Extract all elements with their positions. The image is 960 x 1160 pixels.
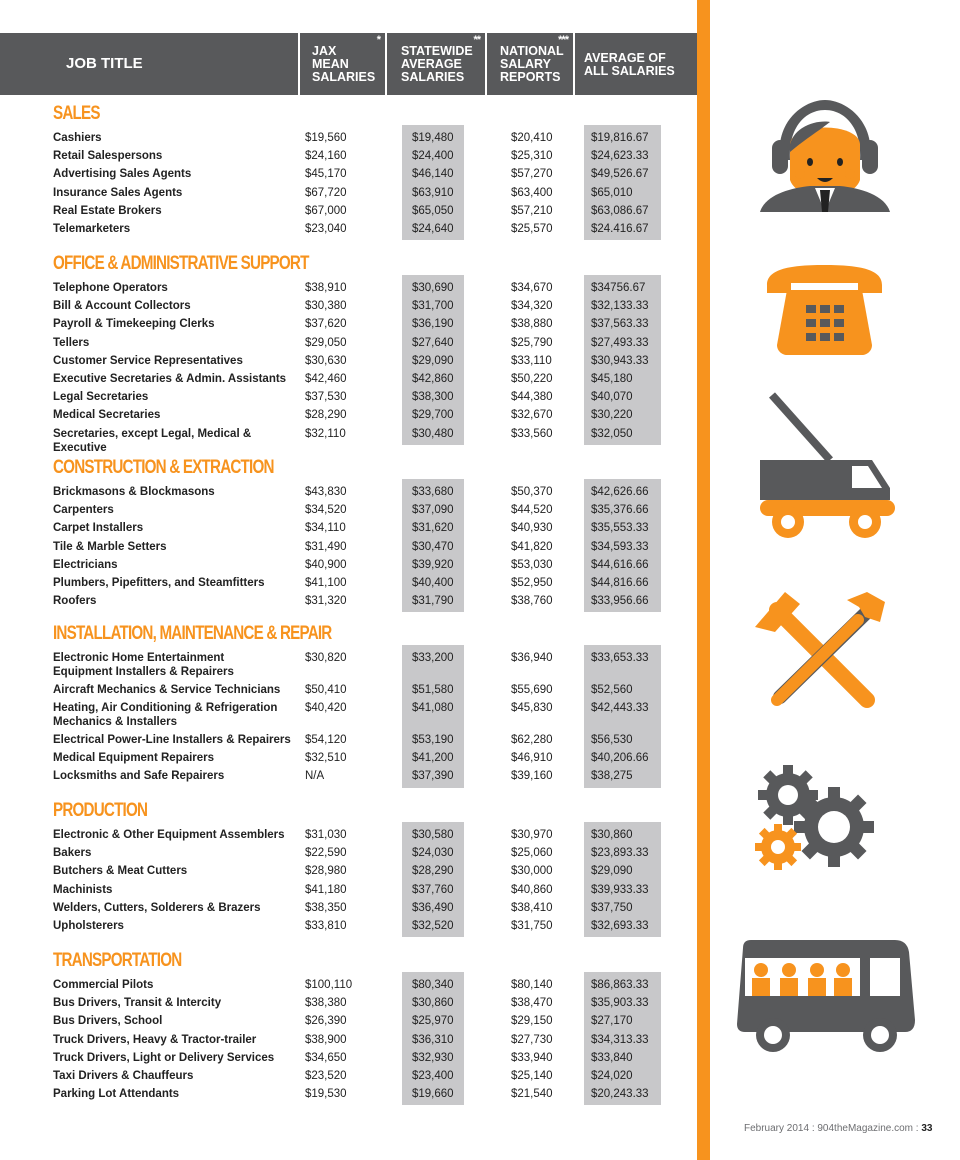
average-salary-cell: $23,893.33 (591, 847, 649, 860)
header-job-title: JOB TITLE (0, 33, 298, 95)
average-salary-cell: $19,816.67 (591, 132, 649, 144)
average-salary-cell: $34756.67 (591, 282, 646, 294)
average-salary-cell: $33,840 (591, 1051, 633, 1064)
jax-salary-cell: $67,000 (305, 204, 347, 217)
job-title-line: Mechanics & Installers (53, 716, 177, 729)
job-title-cell (53, 864, 303, 878)
jax-salary-cell: $29,050 (305, 336, 347, 349)
average-salary-cell: $86,863.33 (591, 979, 649, 991)
job-title-line: Parking Lot Attendants (53, 1088, 180, 1101)
job-title-cell (53, 408, 303, 422)
job-title-line: Customer Service Representatives (53, 354, 243, 367)
national-salary-cell: $53,030 (511, 558, 553, 571)
header-national: *** NATIONAL SALARY REPORTS (487, 33, 573, 95)
job-title-line: Aircraft Mechanics & Service Technicians (53, 683, 281, 696)
statewide-salary-cell: $32,520 (412, 920, 454, 932)
job-title-cell (53, 354, 303, 368)
jax-salary-cell: N/A (305, 770, 325, 783)
job-title-cell (53, 167, 303, 181)
job-title-line: Truck Drivers, Heavy & Tractor-trailer (53, 1033, 257, 1046)
jax-salary-cell: $41,100 (305, 577, 347, 589)
job-title-line: Heating, Air Conditioning & Refrigeration (53, 702, 278, 715)
jax-salary-cell: $50,410 (305, 683, 347, 696)
national-salary-cell: $39,160 (511, 770, 553, 783)
job-title-cell (53, 204, 303, 218)
job-title-line: Medical Equipment Repairers (53, 752, 215, 765)
jax-salary-cell: $37,620 (305, 318, 347, 331)
average-salary-cell: $24.416.67 (591, 223, 649, 235)
average-salary-cell: $29,090 (591, 865, 633, 878)
job-title-line: Upholsterers (53, 920, 124, 932)
job-title-cell (53, 281, 303, 295)
gears-icon (750, 765, 875, 883)
job-title-line: Machinists (53, 883, 113, 896)
national-salary-cell: $34,320 (511, 300, 553, 313)
job-title-line: Butchers & Meat Cutters (53, 865, 188, 878)
jax-salary-cell: $54,120 (305, 733, 347, 746)
job-title-cell (53, 769, 303, 783)
jax-salary-cell: $31,320 (305, 595, 347, 608)
national-salary-cell: $25,140 (511, 1070, 553, 1082)
job-title-line: Equipment Installers & Repairers (53, 666, 234, 678)
job-title-cell (53, 1033, 303, 1047)
national-salary-cell: $50,370 (511, 486, 553, 498)
jax-salary-cell: $31,030 (305, 829, 347, 841)
job-title-line: Advertising Sales Agents (53, 168, 192, 181)
job-title-line: Locksmiths and Safe Repairers (53, 770, 225, 783)
job-title-cell (53, 1051, 303, 1065)
jax-salary-cell: $23,040 (305, 223, 347, 235)
average-salary-cell: $32,133.33 (591, 300, 649, 313)
job-title-cell (53, 317, 303, 331)
job-title-cell (53, 828, 303, 842)
average-salary-cell: $35,553.33 (591, 522, 649, 535)
average-salary-cell: $45,180 (591, 373, 633, 385)
statewide-salary-cell: $38,300 (412, 391, 454, 404)
job-title-line: Electrical Power-Line Installers & Repairers (53, 733, 291, 746)
average-salary-cell: $24,623.33 (591, 150, 649, 163)
job-title-line: Bakers (53, 847, 92, 860)
statewide-salary-cell: $27,640 (412, 336, 454, 349)
jax-salary-cell: $19,560 (305, 132, 347, 144)
statewide-salary-cell: $41,200 (412, 752, 454, 765)
statewide-salary-cell: $33,200 (412, 652, 454, 664)
national-salary-cell: $44,380 (511, 391, 553, 404)
jax-salary-cell: $32,110 (305, 427, 346, 440)
national-salary-cell: $38,880 (511, 318, 553, 331)
national-salary-cell: $32,670 (511, 409, 553, 422)
national-salary-cell: $38,760 (511, 595, 553, 608)
jax-salary-cell: $22,590 (305, 847, 347, 860)
statewide-salary-cell: $33,680 (412, 486, 454, 498)
job-title-cell (53, 576, 303, 590)
jax-salary-cell: $28,980 (305, 865, 347, 878)
national-salary-cell: $33,940 (511, 1051, 553, 1064)
national-salary-cell: $46,910 (511, 752, 553, 765)
statewide-salary-cell: $36,490 (412, 901, 454, 914)
average-salary-cell: $24,020 (591, 1070, 633, 1082)
job-title-cell (53, 978, 303, 992)
statewide-salary-cell: $31,620 (412, 522, 454, 535)
national-salary-cell: $33,110 (511, 354, 552, 367)
average-salary-cell: $33,653.33 (591, 652, 649, 664)
jax-salary-cell: $30,380 (305, 300, 347, 313)
jax-salary-cell: $26,390 (305, 1015, 347, 1028)
statewide-salary-cell: $24,400 (412, 150, 454, 163)
national-salary-cell: $25,570 (511, 223, 553, 235)
jax-salary-cell: $33,810 (305, 920, 347, 932)
national-salary-cell: $25,310 (511, 150, 553, 163)
page-number: 33 (921, 1123, 933, 1134)
national-salary-cell: $57,210 (511, 204, 553, 217)
statewide-salary-cell: $65,050 (412, 204, 454, 217)
job-title-line: Electronic Home Entertainment (53, 652, 225, 664)
average-salary-cell: $37,563.33 (591, 318, 649, 331)
jax-salary-cell: $37,530 (305, 391, 347, 404)
job-title-cell (53, 521, 303, 535)
national-salary-cell: $50,220 (511, 373, 553, 385)
job-title-line: Roofers (53, 595, 97, 608)
bus-icon (735, 940, 917, 1060)
statewide-salary-cell: $25,970 (412, 1015, 454, 1028)
national-salary-cell: $38,470 (511, 997, 553, 1010)
job-title-cell (53, 485, 303, 499)
statewide-salary-cell: $30,690 (412, 282, 454, 294)
statewide-salary-cell: $24,640 (412, 223, 454, 235)
statewide-salary-cell: $80,340 (412, 979, 454, 991)
job-title-cell (53, 186, 303, 200)
statewide-salary-cell: $28,290 (412, 865, 454, 878)
job-title-line: Taxi Drivers & Chauffeurs (53, 1070, 194, 1082)
footnote-mark: * (376, 34, 380, 46)
statewide-salary-cell: $63,910 (412, 186, 454, 199)
statewide-salary-cell: $51,580 (412, 683, 454, 696)
national-salary-cell: $62,280 (511, 733, 553, 746)
statewide-salary-cell: $32,930 (412, 1051, 454, 1064)
job-title-cell (53, 651, 303, 679)
jax-salary-cell: $30,820 (305, 652, 347, 664)
job-title-line: Carpet Installers (53, 522, 144, 535)
job-title-line: Telephone Operators (53, 282, 168, 294)
average-salary-cell: $42,443.33 (591, 702, 649, 715)
job-title-line: Telemarketers (53, 223, 131, 235)
average-salary-cell: $30,860 (591, 829, 633, 841)
national-salary-cell: $52,950 (511, 577, 553, 589)
average-salary-cell: $20,243.33 (591, 1088, 649, 1101)
job-title-cell (53, 558, 303, 572)
jax-salary-cell: $43,830 (305, 486, 347, 498)
national-salary-cell: $30,000 (511, 865, 553, 878)
national-salary-cell: $36,940 (511, 652, 553, 664)
average-salary-cell: $34,593.33 (591, 540, 649, 553)
section-title: INSTALLATION, MAINTENANCE & REPAIR (53, 623, 332, 644)
job-title-cell (53, 1087, 303, 1101)
section-title: TRANSPORTATION (53, 950, 182, 971)
job-title-cell (53, 701, 303, 729)
jax-salary-cell: $38,910 (305, 282, 347, 294)
national-salary-cell: $55,690 (511, 683, 553, 696)
average-column-shade (584, 645, 661, 788)
statewide-salary-cell: $23,400 (412, 1070, 454, 1082)
crane-truck-icon (760, 390, 895, 540)
national-salary-cell: $27,730 (511, 1033, 553, 1046)
average-salary-cell: $32,693.33 (591, 920, 649, 932)
statewide-salary-cell: $19,660 (412, 1088, 454, 1101)
job-title-cell (53, 427, 303, 455)
national-salary-cell: $38,410 (511, 901, 553, 914)
job-title-cell (53, 883, 303, 897)
average-salary-cell: $38,275 (591, 770, 633, 783)
average-salary-cell: $32,050 (591, 427, 633, 440)
national-salary-cell: $25,060 (511, 847, 553, 860)
statewide-salary-cell: $29,700 (412, 409, 454, 422)
national-salary-cell: $63,400 (511, 186, 553, 199)
average-salary-cell: $35,376.66 (591, 504, 649, 517)
hammer-wrench-icon (755, 592, 890, 712)
job-title-line: Legal Secretaries (53, 391, 149, 404)
jax-salary-cell: $45,170 (305, 168, 347, 181)
statewide-column-shade (402, 645, 464, 788)
job-title-line: Bus Drivers, Transit & Intercity (53, 997, 222, 1010)
average-salary-cell: $27,170 (591, 1015, 633, 1028)
average-salary-cell: $40,070 (591, 391, 633, 404)
jax-salary-cell: $67,720 (305, 186, 347, 199)
job-title-line: Plumbers, Pipefitters, and Steamfitters (53, 577, 265, 589)
job-title-line: Carpenters (53, 504, 114, 517)
job-title-line: Electricians (53, 558, 118, 571)
footnote-mark: ** (473, 34, 480, 46)
statewide-salary-cell: $36,190 (412, 318, 454, 331)
statewide-salary-cell: $30,480 (412, 427, 454, 440)
national-salary-cell: $29,150 (511, 1015, 553, 1028)
average-salary-cell: $49,526.67 (591, 168, 649, 181)
statewide-salary-cell: $37,390 (412, 770, 454, 783)
average-salary-cell: $56,530 (591, 733, 633, 746)
job-title-line: Executive Secretaries & Admin. Assistants (53, 373, 287, 385)
job-title-line: Bus Drivers, School (53, 1015, 163, 1028)
average-salary-cell: $27,493.33 (591, 336, 649, 349)
average-salary-cell: $37,750 (591, 901, 633, 914)
job-title-cell (53, 733, 303, 747)
job-title-cell (53, 336, 303, 350)
average-salary-cell: $30,943.33 (591, 354, 649, 367)
jax-salary-cell: $40,900 (305, 558, 347, 571)
job-title-line: Cashiers (53, 132, 102, 144)
jax-salary-cell: $34,110 (305, 522, 346, 535)
national-salary-cell: $34,670 (511, 282, 553, 294)
headset-woman-icon (760, 100, 890, 212)
job-title-cell (53, 222, 303, 236)
jax-salary-cell: $24,160 (305, 150, 347, 163)
job-title-cell (53, 131, 303, 145)
statewide-salary-cell: $37,090 (412, 504, 454, 517)
job-title-cell (53, 149, 303, 163)
statewide-salary-cell: $24,030 (412, 847, 454, 860)
header-average: AVERAGE OF ALL SALARIES (575, 33, 697, 95)
national-salary-cell: $40,860 (511, 883, 553, 896)
statewide-salary-cell: $41,080 (412, 702, 454, 715)
statewide-salary-cell: $19,480 (412, 132, 454, 144)
national-salary-cell: $40,930 (511, 522, 553, 535)
job-title-line: Real Estate Brokers (53, 204, 162, 217)
job-title-line: Welders, Cutters, Solderers & Brazers (53, 901, 261, 914)
national-salary-cell: $41,820 (511, 540, 553, 553)
jax-salary-cell: $28,290 (305, 409, 347, 422)
jax-salary-cell: $100,110 (305, 979, 353, 991)
jax-salary-cell: $31,490 (305, 540, 347, 553)
jax-salary-cell: $34,650 (305, 1051, 347, 1064)
job-title-cell (53, 846, 303, 860)
jax-salary-cell: $38,380 (305, 997, 347, 1010)
national-salary-cell: $44,520 (511, 504, 553, 517)
job-title-line: Commercial Pilots (53, 979, 154, 991)
statewide-salary-cell: $37,760 (412, 883, 454, 896)
statewide-salary-cell: $46,140 (412, 168, 454, 181)
telephone-icon (762, 265, 887, 355)
average-salary-cell: $34,313.33 (591, 1033, 649, 1046)
average-salary-cell: $44,816.66 (591, 577, 649, 589)
section-title: CONSTRUCTION & EXTRACTION (53, 457, 274, 478)
job-title-cell (53, 594, 303, 608)
statewide-salary-cell: $29,090 (412, 354, 454, 367)
job-title-line: Medical Secretaries (53, 409, 161, 422)
section-title: PRODUCTION (53, 800, 148, 821)
job-title-line: Tellers (53, 336, 90, 349)
job-title-cell (53, 540, 303, 554)
job-title-cell (53, 1069, 303, 1083)
jax-salary-cell: $41,180 (305, 883, 347, 896)
job-title-line: Brickmasons & Blockmasons (53, 486, 215, 498)
statewide-salary-cell: $42,860 (412, 373, 454, 385)
page-footer: February 2014 : 904theMagazine.com : 33 (744, 1123, 933, 1134)
jax-salary-cell: $38,350 (305, 901, 347, 914)
header-statewide: ** STATEWIDE AVERAGE SALARIES (387, 33, 485, 95)
average-salary-cell: $65,010 (591, 186, 633, 199)
job-title-line: Electronic & Other Equipment Assemblers (53, 829, 285, 841)
national-salary-cell: $45,830 (511, 702, 553, 715)
job-title-cell (53, 919, 303, 933)
statewide-salary-cell: $53,190 (412, 733, 454, 746)
section-title: SALES (53, 103, 100, 124)
national-salary-cell: $30,970 (511, 829, 553, 841)
average-salary-cell: $40,206.66 (591, 752, 649, 765)
national-salary-cell: $33,560 (511, 427, 553, 440)
statewide-salary-cell: $31,790 (412, 595, 454, 608)
average-salary-cell: $35,903.33 (591, 997, 649, 1010)
job-title-line: Tile & Marble Setters (53, 540, 167, 553)
job-title-cell (53, 996, 303, 1010)
job-title-cell (53, 901, 303, 915)
job-title-cell (53, 503, 303, 517)
average-salary-cell: $63,086.67 (591, 204, 649, 217)
job-title-cell (53, 751, 303, 765)
job-title-cell (53, 683, 303, 697)
jax-salary-cell: $40,420 (305, 702, 347, 715)
jax-salary-cell: $30,630 (305, 354, 347, 367)
national-salary-cell: $21,540 (511, 1088, 553, 1101)
national-salary-cell: $31,750 (511, 920, 553, 932)
statewide-salary-cell: $30,860 (412, 997, 454, 1010)
statewide-salary-cell: $36,310 (412, 1033, 454, 1046)
jax-salary-cell: $42,460 (305, 373, 347, 385)
jax-salary-cell: $19,530 (305, 1088, 347, 1101)
header-jax-mean: * JAX MEAN SALARIES (300, 33, 385, 95)
jax-salary-cell: $34,520 (305, 504, 347, 517)
job-title-cell (53, 1014, 303, 1028)
jax-salary-cell: $23,520 (305, 1070, 347, 1082)
job-title-line: Secretaries, except Legal, Medical & Executive (53, 427, 252, 454)
jax-salary-cell: $32,510 (305, 752, 347, 765)
job-title-line: Insurance Sales Agents (53, 186, 183, 199)
average-salary-cell: $52,560 (591, 683, 633, 696)
national-salary-cell: $57,270 (511, 168, 553, 181)
average-salary-cell: $39,933.33 (591, 883, 649, 896)
job-title-line: Truck Drivers, Light or Delivery Services (53, 1051, 275, 1064)
average-salary-cell: $33,956.66 (591, 595, 649, 608)
average-salary-cell: $30,220 (591, 409, 633, 422)
table-header (0, 33, 697, 95)
average-salary-cell: $44,616.66 (591, 558, 649, 571)
statewide-salary-cell: $31,700 (412, 300, 454, 313)
statewide-salary-cell: $30,580 (412, 829, 454, 841)
job-title-line: Payroll & Timekeeping Clerks (53, 318, 215, 331)
job-title-cell (53, 390, 303, 404)
average-salary-cell: $42,626.66 (591, 486, 649, 498)
statewide-salary-cell: $39,920 (412, 558, 454, 571)
job-title-line: Bill & Account Collectors (53, 300, 191, 313)
jax-salary-cell: $38,900 (305, 1033, 347, 1046)
footnote-mark: *** (558, 34, 568, 46)
job-title-cell (53, 299, 303, 313)
national-salary-cell: $25,790 (511, 336, 553, 349)
orange-divider-bar (697, 0, 710, 1160)
national-salary-cell: $80,140 (511, 979, 553, 991)
job-title-line: Retail Salespersons (53, 150, 163, 163)
section-title: OFFICE & ADMINISTRATIVE SUPPORT (53, 253, 309, 274)
job-title-cell (53, 372, 303, 386)
national-salary-cell: $20,410 (511, 132, 553, 144)
statewide-salary-cell: $40,400 (412, 577, 454, 589)
statewide-salary-cell: $30,470 (412, 540, 454, 553)
